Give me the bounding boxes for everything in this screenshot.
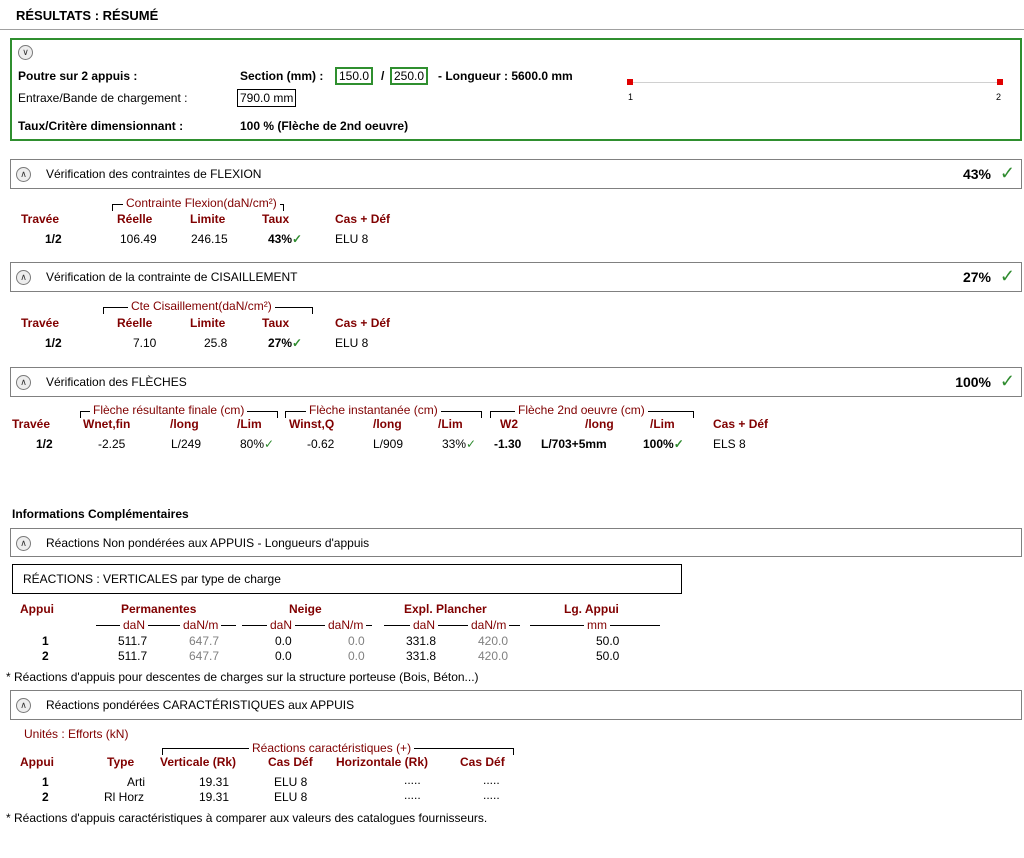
collapse-icon[interactable]: ∧ [16, 167, 31, 182]
cell-type: Arti [127, 775, 145, 789]
support-2-marker [997, 79, 1003, 85]
group-label: Flèche résultante finale (cm) [90, 403, 247, 417]
section-width-input[interactable]: 150.0 [335, 67, 373, 85]
col-lim: /Lim [237, 417, 262, 431]
cell-cas1: ELU 8 [274, 790, 308, 804]
taux-value: 43% [268, 232, 293, 246]
cell-appui: 1 [42, 634, 49, 648]
check-icon: ✓ [292, 232, 303, 246]
cisaillement-percent: 27% [962, 269, 991, 285]
unit-label: daN [410, 618, 438, 632]
col-verticale: Verticale (Rk) [160, 755, 237, 769]
flexion-section-header[interactable] [10, 159, 1022, 189]
cell-winst: -0.62 [307, 437, 335, 451]
col-horizontale: Horizontale (Rk) [336, 755, 429, 769]
group-label: Flèche 2nd oeuvre (cm) [515, 403, 648, 417]
cell-travee: 1/2 [45, 336, 62, 350]
entraxe-input[interactable]: 790.0 mm [237, 89, 296, 107]
cell-reelle: 7.10 [133, 336, 157, 350]
check-icon: ✓ [292, 336, 303, 350]
cell-vert: 19.31 [199, 790, 230, 804]
collapse-icon[interactable]: ∨ [18, 45, 33, 60]
criteria-value: 100 % (Flèche de 2nd oeuvre) [240, 119, 409, 133]
col-taux: Taux [262, 316, 290, 330]
unit-label: daN [267, 618, 295, 632]
cell-perm-dan: 511.7 [118, 634, 148, 648]
collapse-icon[interactable]: ∧ [16, 536, 31, 551]
cell-horiz: ..... [404, 773, 421, 787]
reactions-note: * Réactions d'appuis pour descentes de charges sur la structure porteuse (Bois, Béton...) [6, 670, 479, 684]
col-long: /long [373, 417, 402, 431]
col-travee: Travée [21, 316, 60, 330]
cell-neige-danm: 0.0 [348, 634, 365, 648]
entraxe-label: Entraxe/Bande de chargement : [18, 91, 188, 105]
cell-lg: 50.0 [596, 634, 620, 648]
group-label: Contrainte Flexion(daN/cm²) [123, 196, 280, 210]
cell-taux [268, 232, 302, 246]
cell-appui: 1 [42, 775, 49, 789]
col-lim: /Lim [438, 417, 463, 431]
col-reelle: Réelle [117, 212, 153, 226]
section-title: Vérification des FLÈCHES [46, 375, 187, 389]
lim-value: 33% [442, 437, 467, 451]
check-icon: ✓ [466, 437, 477, 451]
criteria-label: Taux/Critère dimensionnant : [18, 119, 184, 133]
cell-neige-dan: 0.0 [275, 634, 292, 648]
info-title: Informations Complémentaires [12, 507, 189, 521]
cell-w2: -1.30 [494, 437, 522, 451]
cell-lim [442, 437, 476, 451]
cell-lim [240, 437, 274, 451]
lim-value: 100% [643, 437, 674, 451]
cell-expl-danm: 420.0 [478, 649, 509, 663]
cell-cas: ELS 8 [713, 437, 746, 451]
check-icon: ✓ [999, 371, 1015, 391]
cell-appui: 2 [42, 790, 49, 804]
cell-cas1: ELU 8 [274, 775, 308, 789]
col-reelle: Réelle [117, 316, 153, 330]
col-lim: /Lim [650, 417, 675, 431]
cell-limite: 25.8 [204, 336, 228, 350]
cell-expl-dan: 331.8 [406, 649, 437, 663]
section-title: Réactions Non pondérées aux APPUIS - Longueurs d'appuis [46, 536, 370, 550]
check-icon: ✓ [264, 437, 275, 451]
reactions-carac-note: * Réactions d'appuis caractéristiques à comparer aux valeurs des catalogues fournisseurs. [6, 811, 488, 825]
cell-cas2: ..... [483, 788, 500, 802]
cell-perm-danm: 647.7 [189, 634, 220, 648]
section-separator: / [381, 69, 385, 83]
cell-long: L/703+5mm [541, 437, 607, 451]
col-appui: Appui [20, 755, 54, 769]
length-label: - Longueur : 5600.0 mm [438, 69, 573, 83]
cell-taux [268, 336, 302, 350]
cisaillement-section-header[interactable] [10, 262, 1022, 292]
col-type: Type [107, 755, 135, 769]
col-taux: Taux [262, 212, 290, 226]
col-permanentes: Permanentes [121, 602, 197, 616]
section-title: Vérification de la contrainte de CISAILLEMENT [46, 270, 298, 284]
fleches-percent: 100% [955, 374, 991, 390]
col-long: /long [170, 417, 199, 431]
check-icon: ✓ [999, 163, 1015, 183]
cell-long: L/909 [373, 437, 404, 451]
group-label: Flèche instantanée (cm) [306, 403, 441, 417]
group-label: Cte Cisaillement(daN/cm²) [128, 299, 275, 313]
unit-label: daN/m [325, 618, 366, 632]
col-neige: Neige [289, 602, 322, 616]
cell-travee: 1/2 [45, 232, 62, 246]
cell-horiz: ..... [404, 788, 421, 802]
collapse-icon[interactable]: ∧ [16, 270, 31, 285]
col-long: /long [585, 417, 614, 431]
cell-reelle: 106.49 [120, 232, 157, 246]
cell-neige-danm: 0.0 [348, 649, 365, 663]
page-title: RÉSULTATS : RÉSUMÉ [16, 8, 159, 23]
col-expl: Expl. Plancher [404, 602, 487, 616]
section-label: Section (mm) : [240, 69, 324, 83]
col-appui: Appui [20, 602, 54, 616]
unit-label: daN [120, 618, 148, 632]
cell-appui: 2 [42, 649, 49, 663]
cell-type: Rl Horz [104, 790, 145, 804]
unit-label: mm [584, 618, 610, 632]
fleches-section-header[interactable] [10, 367, 1022, 397]
beam-label: Poutre sur 2 appuis : [18, 69, 138, 83]
support-1-marker [627, 79, 633, 85]
flexion-percent: 43% [962, 166, 991, 182]
check-icon: ✓ [673, 437, 684, 451]
cell-cas: ELU 8 [335, 232, 369, 246]
section-title: Vérification des contraintes de FLEXION [46, 167, 262, 181]
support-1-label: 1 [628, 92, 634, 102]
col-travee: Travée [12, 417, 51, 431]
section-title: Réactions pondérées CARACTÉRISTIQUES aux APPUIS [46, 698, 355, 712]
cell-limite: 246.15 [191, 232, 228, 246]
summary-panel [10, 38, 1022, 141]
support-2-label: 2 [996, 92, 1002, 102]
col-cas: Cas + Déf [335, 316, 391, 330]
col-cas-def: Cas Déf [460, 755, 505, 769]
cell-cas2: ..... [483, 773, 500, 787]
title-divider [0, 29, 1024, 30]
lim-value: 80% [240, 437, 265, 451]
col-travee: Travée [21, 212, 60, 226]
section-height-input[interactable]: 250.0 [390, 67, 428, 85]
col-w2: W2 [500, 417, 518, 431]
col-cas-def: Cas Déf [268, 755, 313, 769]
cell-neige-dan: 0.0 [275, 649, 292, 663]
cell-expl-dan: 331.8 [406, 634, 437, 648]
cell-expl-danm: 420.0 [478, 634, 509, 648]
reactions-type-box [12, 564, 682, 594]
units-label: Unités : Efforts (kN) [24, 727, 129, 741]
taux-value: 27% [268, 336, 293, 350]
reactions-section-header[interactable] [10, 528, 1022, 557]
cell-travee: 1/2 [36, 437, 53, 451]
cell-vert: 19.31 [199, 775, 230, 789]
unit-label: daN/m [468, 618, 509, 632]
cell-wnet: -2.25 [98, 437, 126, 451]
check-icon: ✓ [999, 266, 1015, 286]
col-lg-appui: Lg. Appui [564, 602, 619, 616]
collapse-icon[interactable]: ∧ [16, 698, 31, 713]
col-limite: Limite [190, 212, 226, 226]
unit-label: daN/m [180, 618, 221, 632]
col-cas: Cas + Déf [713, 417, 769, 431]
reactions-carac-section-header[interactable] [10, 690, 1022, 720]
col-limite: Limite [190, 316, 226, 330]
group-label: Réactions caractéristiques (+) [249, 741, 414, 755]
cell-long: L/249 [171, 437, 202, 451]
reactions-box-label: RÉACTIONS : VERTICALES par type de charge [23, 572, 281, 586]
cell-cas: ELU 8 [335, 336, 369, 350]
cell-perm-dan: 511.7 [118, 649, 148, 663]
beam-line [630, 82, 1000, 83]
col-wnet: Wnet,fin [83, 417, 131, 431]
cell-perm-danm: 647.7 [189, 649, 220, 663]
col-cas: Cas + Déf [335, 212, 391, 226]
cell-lg: 50.0 [596, 649, 620, 663]
cell-lim [643, 437, 684, 451]
col-winst: Winst,Q [289, 417, 335, 431]
collapse-icon[interactable]: ∧ [16, 375, 31, 390]
